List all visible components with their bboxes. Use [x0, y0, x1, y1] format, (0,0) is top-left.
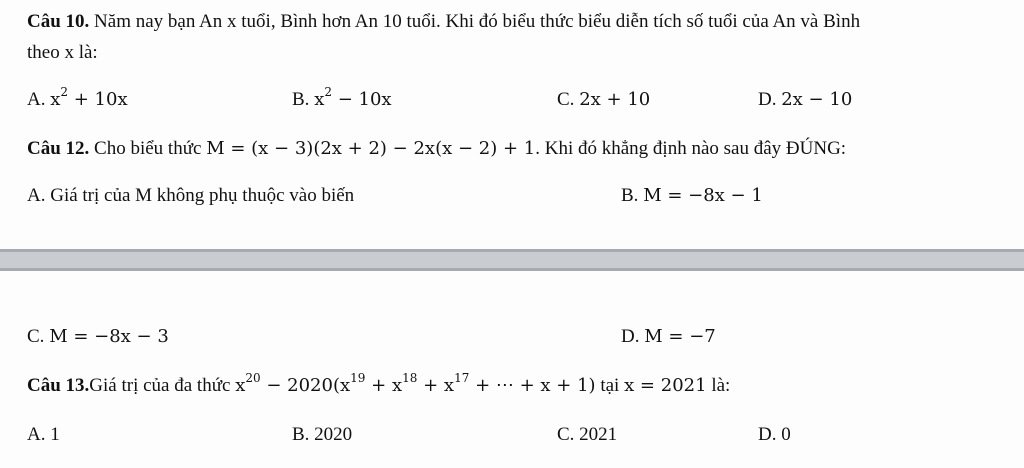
- page-separator: [0, 249, 1024, 271]
- q13-e1-exp: 20: [245, 371, 261, 385]
- q13-e2-exp: 19: [350, 371, 366, 385]
- q13-option-c: C. 2021: [557, 424, 618, 445]
- q10-b-math: [314, 85, 392, 110]
- q12-option-d: [621, 325, 716, 349]
- q12-option-c: [27, 325, 169, 349]
- q10-b-base: x: [314, 89, 325, 110]
- q10-option-d: [758, 88, 852, 112]
- q13-option-a: A. 1: [27, 424, 60, 445]
- q13-text-post: là:: [706, 375, 731, 396]
- q13-e3: + x: [365, 375, 403, 396]
- q10-stem-line1: [27, 10, 860, 34]
- q13-e4: + x: [417, 375, 455, 396]
- q12-b-label: B.: [621, 185, 639, 206]
- page-bottom: [0, 271, 1024, 468]
- q10-option-a: [27, 85, 128, 112]
- q13-e5: + ⋯ + x + 1): [469, 375, 596, 396]
- q12-c-label: C.: [27, 326, 45, 347]
- q10-b-exp: 2: [324, 85, 332, 99]
- q10-b-label: B.: [292, 89, 310, 110]
- q10-option-b: [292, 85, 392, 112]
- q12-c-value: M = −8x − 3: [49, 326, 169, 347]
- q13-text-pre: Giá trị của đa thức: [89, 375, 236, 396]
- q10-c-label: C.: [557, 89, 575, 110]
- q12-option-b: [621, 184, 763, 208]
- q10-a-math: [50, 85, 128, 110]
- q12-text-pre: Cho biểu thức: [89, 138, 207, 159]
- q13-stem: [27, 371, 731, 398]
- q13-condition: x = 2021: [624, 375, 707, 396]
- q10-a-exp: 2: [60, 85, 69, 99]
- q13-label: Câu 13.: [27, 375, 90, 396]
- q10-b-rest: − 10x: [331, 89, 392, 110]
- q12-b-value: M = −8x − 1: [643, 185, 763, 206]
- q12-text-post: . Khi đó khẳng định nào sau đây ĐÚNG:: [535, 138, 847, 159]
- q12-stem: [27, 137, 846, 161]
- q12-label: Câu 12.: [27, 138, 90, 159]
- q13-e3-exp: 18: [402, 371, 418, 385]
- q10-option-c: [557, 88, 650, 112]
- q10-stem-line2: theo x là:: [27, 42, 98, 63]
- q13-text-mid: tại: [595, 375, 625, 396]
- q10-d-label: D.: [758, 89, 777, 110]
- q13-e2: − 2020(x: [260, 375, 351, 396]
- q12-option-a: A. Giá trị của M không phụ thuộc vào biến: [27, 185, 355, 206]
- q10-a-label: A.: [27, 89, 46, 110]
- q10-d-value: 2x − 10: [781, 89, 853, 110]
- q13-e4-exp: 17: [454, 371, 470, 385]
- q10-a-rest: + 10x: [68, 89, 128, 110]
- q13-e1-base: x: [235, 375, 246, 396]
- q13-option-b: B. 2020: [292, 424, 353, 445]
- q10-text-line1: Năm nay bạn An x tuổi, Bình hơn An 10 tuổi. Khi đó biểu thức biểu diễn tích số tuổi của An và Bình: [89, 11, 861, 32]
- q13-option-d: D. 0: [758, 424, 791, 445]
- q12-d-value: M = −7: [644, 326, 716, 347]
- q10-a-base: x: [50, 89, 61, 110]
- q12-expression: M = (x − 3)(2x + 2) − 2x(x − 2) + 1: [206, 138, 536, 159]
- q13-expression: [235, 371, 596, 396]
- q12-d-label: D.: [621, 326, 640, 347]
- q10-c-value: 2x + 10: [579, 89, 651, 110]
- q10-label: Câu 10.: [27, 11, 90, 32]
